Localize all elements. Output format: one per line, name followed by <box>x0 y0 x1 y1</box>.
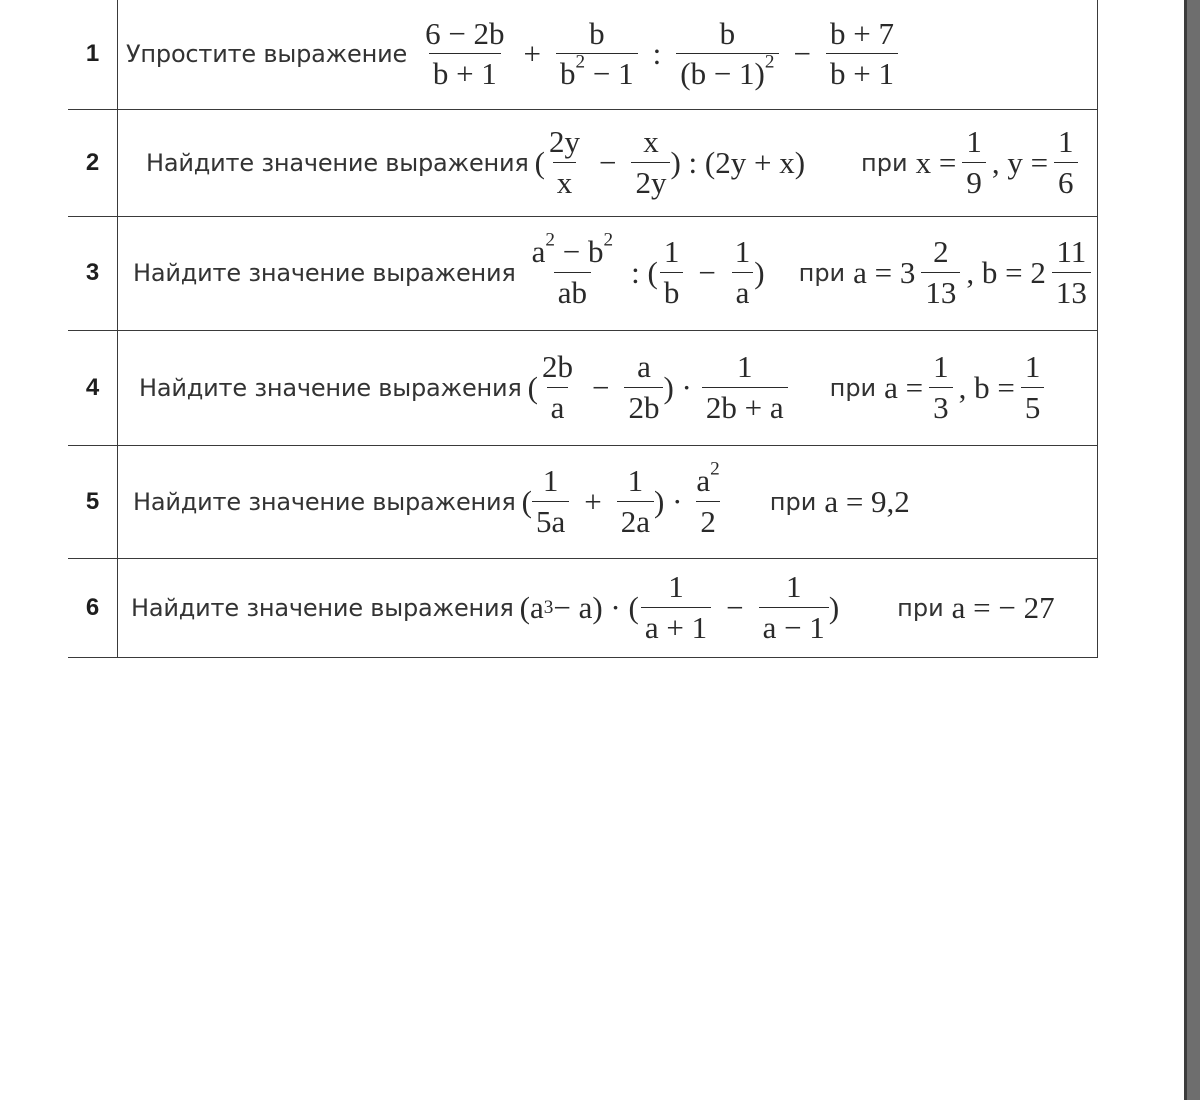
task-number: 4 <box>68 330 118 445</box>
open-paren: ( <box>521 483 532 519</box>
numerator: b + 7 <box>829 15 894 51</box>
condition-label: при <box>798 259 846 287</box>
viewer-right-border <box>1184 0 1200 1100</box>
expression <box>521 458 730 539</box>
fraction <box>921 236 960 309</box>
close-paren: ) <box>754 255 765 290</box>
condition-label: при <box>861 148 908 177</box>
task-row-2 <box>68 109 1098 216</box>
fraction <box>676 15 778 92</box>
denominator <box>676 53 778 91</box>
denominator: 9 <box>962 162 986 200</box>
denominator: 13 <box>1052 272 1091 310</box>
denominator: 6 <box>1054 162 1078 200</box>
task-cell <box>118 445 1098 558</box>
task-row-6 <box>68 558 1098 657</box>
divide-operator: : <box>652 36 662 72</box>
expression-tail: ) : (2y + x) <box>670 144 806 180</box>
lead-term: (a <box>519 589 544 625</box>
numerator: 1 <box>1058 123 1074 159</box>
expression <box>534 123 806 200</box>
condition <box>853 236 1097 309</box>
fraction <box>421 15 508 92</box>
denominator: 13 <box>921 272 960 310</box>
numerator: 1 <box>627 462 644 498</box>
term: − 1 <box>585 56 634 92</box>
denominator: b <box>660 272 684 310</box>
task-cell <box>118 216 1098 330</box>
condition-label: при <box>897 593 944 622</box>
worksheet-table <box>68 0 1098 658</box>
variable: x = <box>915 144 957 180</box>
value: a = 9,2 <box>824 483 910 519</box>
task-cell <box>118 109 1098 216</box>
fraction <box>826 15 898 92</box>
numerator <box>528 230 617 272</box>
denominator: 3 <box>929 387 953 425</box>
denominator: 2a <box>617 501 654 539</box>
denominator: a + 1 <box>641 607 711 645</box>
lead-rest: − a) · ( <box>553 589 639 625</box>
numerator: 2b <box>541 348 573 384</box>
multiply-operator: ) · <box>654 483 683 519</box>
fraction <box>641 568 711 645</box>
fraction <box>759 568 829 645</box>
denominator: a <box>732 272 754 310</box>
denominator: x <box>553 162 577 200</box>
task-number: 3 <box>68 216 118 330</box>
exponent: 2 <box>545 230 556 252</box>
fraction <box>538 348 577 425</box>
denominator: 2b + a <box>702 387 788 425</box>
numerator: b <box>589 15 605 51</box>
denominator: a <box>547 387 569 425</box>
exponent: 2 <box>764 51 775 73</box>
term: − b <box>555 234 604 270</box>
denominator <box>556 53 638 91</box>
task-prompt: Найдите значение выражения <box>133 259 516 287</box>
minus-operator: − <box>591 369 610 405</box>
exponent: 2 <box>603 230 614 252</box>
task-number: 6 <box>68 558 118 657</box>
condition-label: при <box>829 373 877 402</box>
value: a = − 27 <box>951 589 1055 625</box>
denominator: b + 1 <box>429 53 501 91</box>
task-row-4 <box>68 330 1098 445</box>
minus-operator: − <box>698 255 716 290</box>
task-row-3 <box>68 216 1098 330</box>
fraction <box>545 123 584 200</box>
numerator: 11 <box>1056 234 1087 270</box>
fraction <box>692 458 723 539</box>
numerator: 1 <box>663 234 680 270</box>
variable: a = <box>884 369 924 405</box>
task-cell <box>118 330 1098 445</box>
exponent: 2 <box>575 51 586 73</box>
fraction <box>962 123 986 200</box>
fraction <box>1021 348 1045 425</box>
variable: , b = <box>958 369 1015 405</box>
denominator: 2 <box>696 501 720 539</box>
numerator: 2y <box>548 123 580 159</box>
condition <box>824 484 910 520</box>
fraction <box>556 15 638 92</box>
numerator <box>692 458 723 501</box>
task-cell <box>118 0 1098 109</box>
base: (b − 1) <box>680 56 765 92</box>
open-paren: ( <box>527 369 538 405</box>
numerator: 1 <box>933 348 949 384</box>
condition <box>915 123 1084 200</box>
denominator: 2b <box>624 387 663 425</box>
exponent: 2 <box>710 458 720 480</box>
numerator: 1 <box>737 348 753 384</box>
denominator: 5a <box>532 501 569 539</box>
denominator: 5 <box>1021 387 1045 425</box>
plus-operator: + <box>523 36 542 72</box>
task-prompt: Найдите значение выражения <box>146 148 529 177</box>
numerator: a <box>637 348 651 384</box>
base: a <box>531 234 546 270</box>
expression <box>415 15 904 92</box>
fraction <box>660 236 684 309</box>
expression: (a 3 − a) · ( $\frac{1}{a + 1}$ − $\frac{1}{a - 1}$ ) <box>519 568 840 645</box>
numerator: b <box>719 15 736 51</box>
numerator: 1 <box>785 568 802 604</box>
variable: a = 3 <box>853 255 916 290</box>
denominator: 2y <box>631 162 670 200</box>
task-number: 1 <box>68 0 118 109</box>
task-prompt: Упростите выражение <box>126 40 408 69</box>
task-number: 2 <box>68 109 118 216</box>
task-prompt: Найдите значение выражения <box>139 373 522 402</box>
expression <box>527 348 794 425</box>
task-prompt: Найдите значение выражения <box>131 593 514 622</box>
variable: , b = 2 <box>966 255 1046 290</box>
numerator: 2 <box>933 234 949 270</box>
divide-open: : ( <box>631 255 658 290</box>
numerator: 1 <box>668 568 684 604</box>
fraction <box>528 230 617 310</box>
fraction <box>1054 123 1078 200</box>
plus-operator: + <box>584 483 602 519</box>
variable: , y = <box>991 144 1049 180</box>
task-number: 5 <box>68 445 118 558</box>
numerator: 6 − 2b <box>425 15 505 51</box>
condition-label: при <box>769 487 817 516</box>
numerator: 1 <box>542 462 559 498</box>
condition <box>884 348 1050 425</box>
denominator: a − 1 <box>759 607 829 645</box>
base: b <box>560 56 576 92</box>
minus-operator: − <box>598 144 617 180</box>
minus-operator: − <box>793 36 811 72</box>
denominator: b + 1 <box>826 53 898 91</box>
task-row-5 <box>68 445 1098 558</box>
task-row-1 <box>68 0 1098 109</box>
numerator: 1 <box>734 234 751 270</box>
base: a <box>696 462 711 498</box>
fraction <box>631 123 670 200</box>
condition <box>952 590 1055 626</box>
multiply-operator: ) · <box>663 369 692 405</box>
fraction <box>532 462 569 539</box>
numerator: x <box>643 123 659 159</box>
close-paren: ) <box>828 589 840 625</box>
task-cell <box>118 558 1098 657</box>
expression <box>522 230 765 310</box>
fraction <box>624 348 663 425</box>
open-paren: ( <box>534 144 545 180</box>
fraction <box>1052 236 1091 309</box>
numerator: 1 <box>966 123 982 159</box>
fraction <box>617 462 654 539</box>
minus-operator: − <box>726 589 744 625</box>
fraction <box>702 348 788 425</box>
fraction <box>929 348 953 425</box>
denominator: ab <box>554 272 591 310</box>
numerator: 1 <box>1024 348 1041 384</box>
fraction <box>731 236 755 309</box>
task-prompt: Найдите значение выражения <box>133 487 516 516</box>
